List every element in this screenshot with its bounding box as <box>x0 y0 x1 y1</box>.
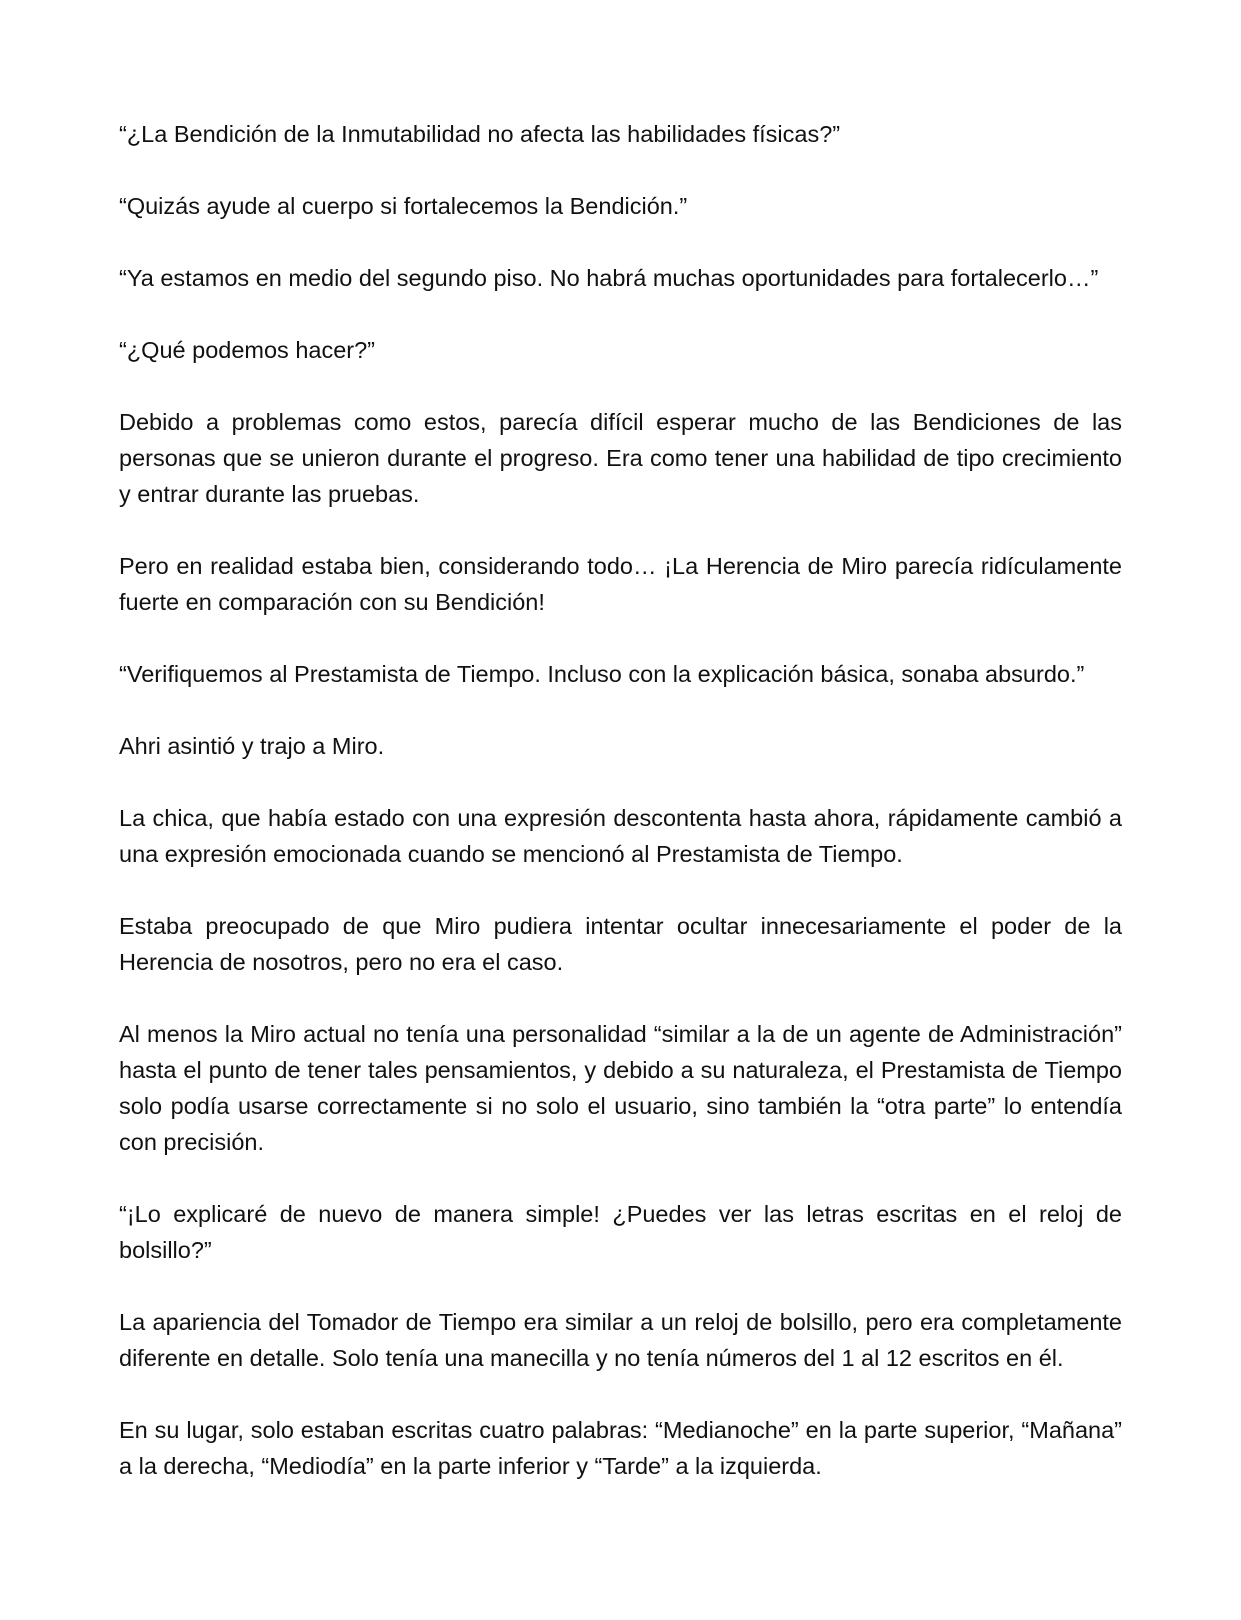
paragraph-3: “Ya estamos en medio del segundo piso. No habrá muchas oportunidades para fortalecerlo…” <box>119 265 1099 291</box>
paragraph-14: En su lugar, solo estaban escritas cuatro palabras: “Medianoche” en la parte superior, “Mañana” a la derecha, “Mediodía” en la parte inferior y “Tarde” a la izquierda. <box>119 1417 1122 1479</box>
paragraph-5: Debido a problemas como estos, parecía difícil esperar mucho de las Bendiciones de las personas que se unieron durante el progreso. Era como tener una habilidad de tipo crecimiento y entrar durante las pruebas. <box>119 409 1122 507</box>
paragraph-11: Al menos la Miro actual no tenía una personalidad “similar a la de un agente de Administración” hasta el punto de tener tales pensamientos, y debido a su naturaleza, el Prestamista de Tiempo solo podía usarse correctamente si no solo el usuario, sino también la “otra parte” lo entendía con precisión. <box>119 1021 1122 1155</box>
paragraph-8: Ahri asintió y trajo a Miro. <box>119 733 385 759</box>
paragraph-9: La chica, que había estado con una expresión descontenta hasta ahora, rápidamente cambió a una expresión emocionada cuando se mencionó al Prestamista de Tiempo. <box>119 805 1122 867</box>
paragraph-1: “¿La Bendición de la Inmutabilidad no afecta las habilidades físicas?” <box>119 121 841 147</box>
paragraph-7: “Verifiquemos al Prestamista de Tiempo. Incluso con la explicación básica, sonaba absurdo.” <box>119 661 1085 687</box>
paragraph-6: Pero en realidad estaba bien, considerando todo… ¡La Herencia de Miro parecía ridículamente fuerte en comparación con su Bendición! <box>119 553 1122 615</box>
paragraph-4: “¿Qué podemos hacer?” <box>119 337 376 363</box>
paragraph-13: La apariencia del Tomador de Tiempo era similar a un reloj de bolsillo, pero era completamente diferente en detalle. Solo tenía una manecilla y no tenía números del 1 al 12 escritos en él. <box>119 1309 1122 1371</box>
paragraph-10: Estaba preocupado de que Miro pudiera intentar ocultar innecesariamente el poder de la Herencia de nosotros, pero no era el caso. <box>119 913 1122 975</box>
paragraph-12: “¡Lo explicaré de nuevo de manera simple! ¿Puedes ver las letras escritas en el reloj de bolsillo?” <box>119 1201 1122 1263</box>
document-page <box>119 116 1122 1484</box>
paragraph-2: “Quizás ayude al cuerpo si fortalecemos la Bendición.” <box>119 193 688 219</box>
